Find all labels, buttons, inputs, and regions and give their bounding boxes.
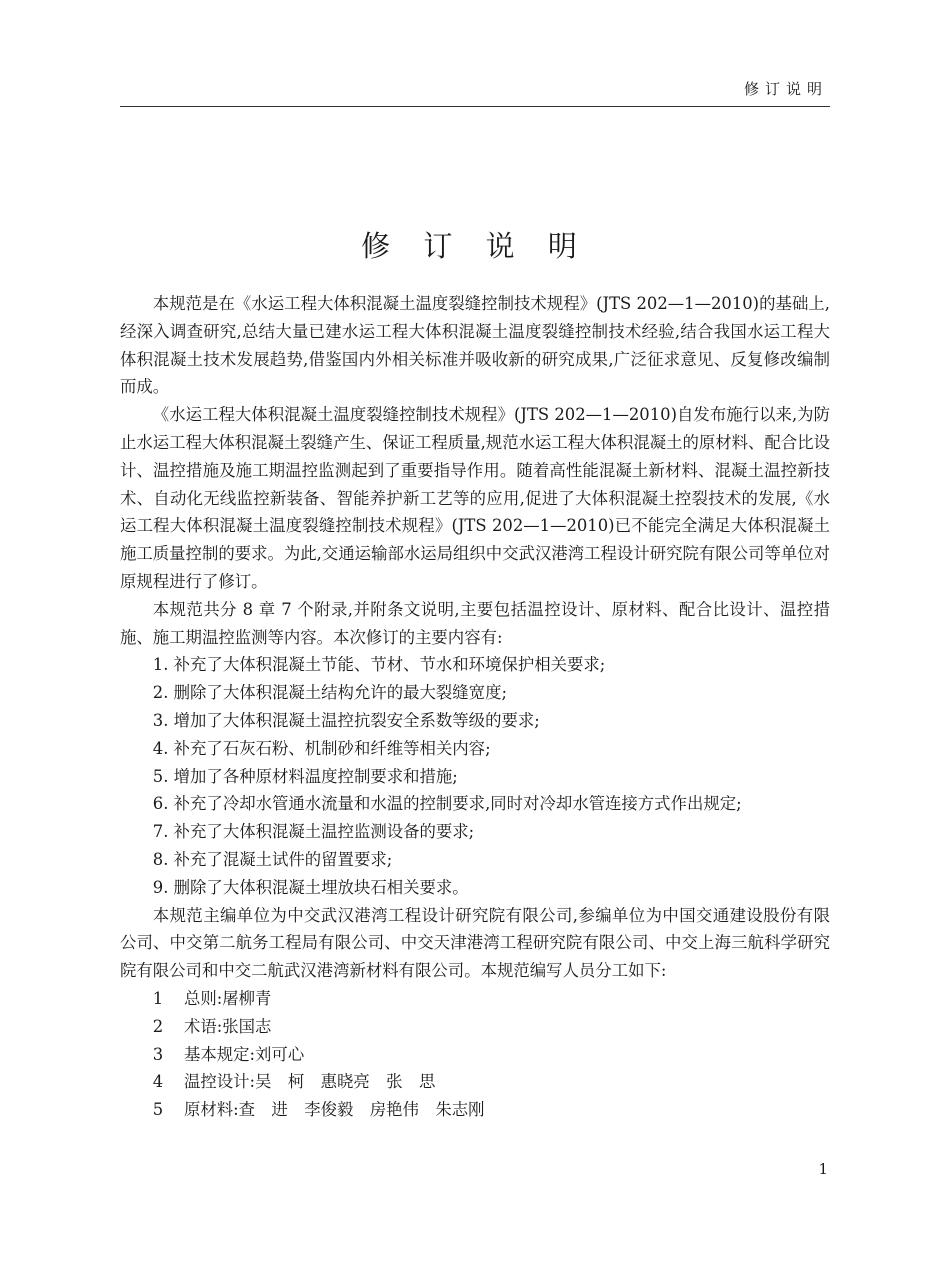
staff-number: 1 xyxy=(152,988,164,1008)
paragraph: 《水运工程大体积混凝土温度裂缝控制技术规程》(JTS 202—1—2010)自发布施行以来,为防止水运工程大体积混凝土裂缝产生、保证工程质量,规范水运工程大体积混凝土的原材料、配合比设计、温控措施及施工期温控监测起到了重要指导作用。随着高性能混凝土新材料、混凝土温控新技术、自动化无线监控新装备、智能养护新工艺等的应用,促进了大体积混凝土控裂技术的发展,《水运工程大体积混凝土温度裂缝控制技术规程》(JTS 202—1—2010)已不能完全满足大体积混凝土施工质量控制的要求。为此,交通运输部水运局组织中交武汉港湾工程设计研究院有限公司等单位对原规程进行了修订。 xyxy=(120,405,831,591)
staff-row xyxy=(120,1013,830,1041)
staff-text: 术语:张国志 xyxy=(183,1016,272,1036)
running-header: 修订说明 xyxy=(743,80,828,98)
staff-text: 基本规定:刘可心 xyxy=(183,1044,305,1064)
document-body xyxy=(120,290,830,1124)
staff-row xyxy=(120,1096,830,1124)
page-number: 1 xyxy=(818,1160,828,1178)
staff-number: 2 xyxy=(152,1016,164,1036)
page-title: 修 订 说 明 xyxy=(361,229,589,263)
revision-item: 3. 增加了大体积混凝土温控抗裂安全系数等级的要求; xyxy=(152,710,540,730)
paragraph: 本规范是在《水运工程大体积混凝土温度裂缝控制技术规程》(JTS 202—1—2010)的基础上,经深入调查研究,总结大量已建水运工程大体积混凝土温度裂缝控制技术经验,结合我国水运工程大体积混凝土技术发展趋势,借鉴国内外相关标准并吸收新的研究成果,广泛征求意见、反复修改编制而成。 xyxy=(120,294,830,397)
header-rule xyxy=(120,106,830,107)
revision-item: 2. 删除了大体积混凝土结构允许的最大裂缝宽度; xyxy=(152,683,507,703)
staff-text: 温控设计:吴 柯 惠晓亮 张 思 xyxy=(183,1072,436,1092)
revision-item: 5. 增加了各种原材料温度控制要求和措施; xyxy=(152,766,458,786)
staff-text: 总则:屠柳青 xyxy=(183,988,272,1008)
staff-row xyxy=(120,1068,830,1096)
closing-paragraph: 本规范主编单位为中交武汉港湾工程设计研究院有限公司,参编单位为中国交通建设股份有限公司、中交第二航务工程局有限公司、中交天津港湾工程研究院有限公司、中交上海三航科学研究院有限公司和中交二航武汉港湾新材料有限公司。本规范编写人员分工如下: xyxy=(120,905,830,981)
staff-text: 原材料:查 进 李俊毅 房艳伟 朱志刚 xyxy=(183,1100,485,1120)
revision-item: 4. 补充了石灰石粉、机制砂和纤维等相关内容; xyxy=(152,738,491,758)
revision-item: 8. 补充了混凝土试件的留置要求; xyxy=(152,849,393,869)
staff-row xyxy=(120,985,830,1013)
revision-item: 9. 删除了大体积混凝土埋放块石相关要求。 xyxy=(152,877,469,897)
revision-item: 1. 补充了大体积混凝土节能、节材、节水和环境保护相关要求; xyxy=(152,655,606,675)
revision-item: 7. 补充了大体积混凝土温控监测设备的要求; xyxy=(152,822,475,842)
staff-number: 4 xyxy=(152,1072,164,1092)
staff-number: 5 xyxy=(152,1100,164,1120)
revision-item: 6. 补充了冷却水管通水流量和水温的控制要求,同时对冷却水管连接方式作出规定; xyxy=(152,794,742,814)
paragraph: 本规范共分 8 章 7 个附录,并附条文说明,主要包括温控设计、原材料、配合比设计、温控措施、施工期温控监测等内容。本次修订的主要内容有: xyxy=(120,599,830,647)
staff-number: 3 xyxy=(152,1044,164,1064)
staff-row xyxy=(120,1041,830,1069)
